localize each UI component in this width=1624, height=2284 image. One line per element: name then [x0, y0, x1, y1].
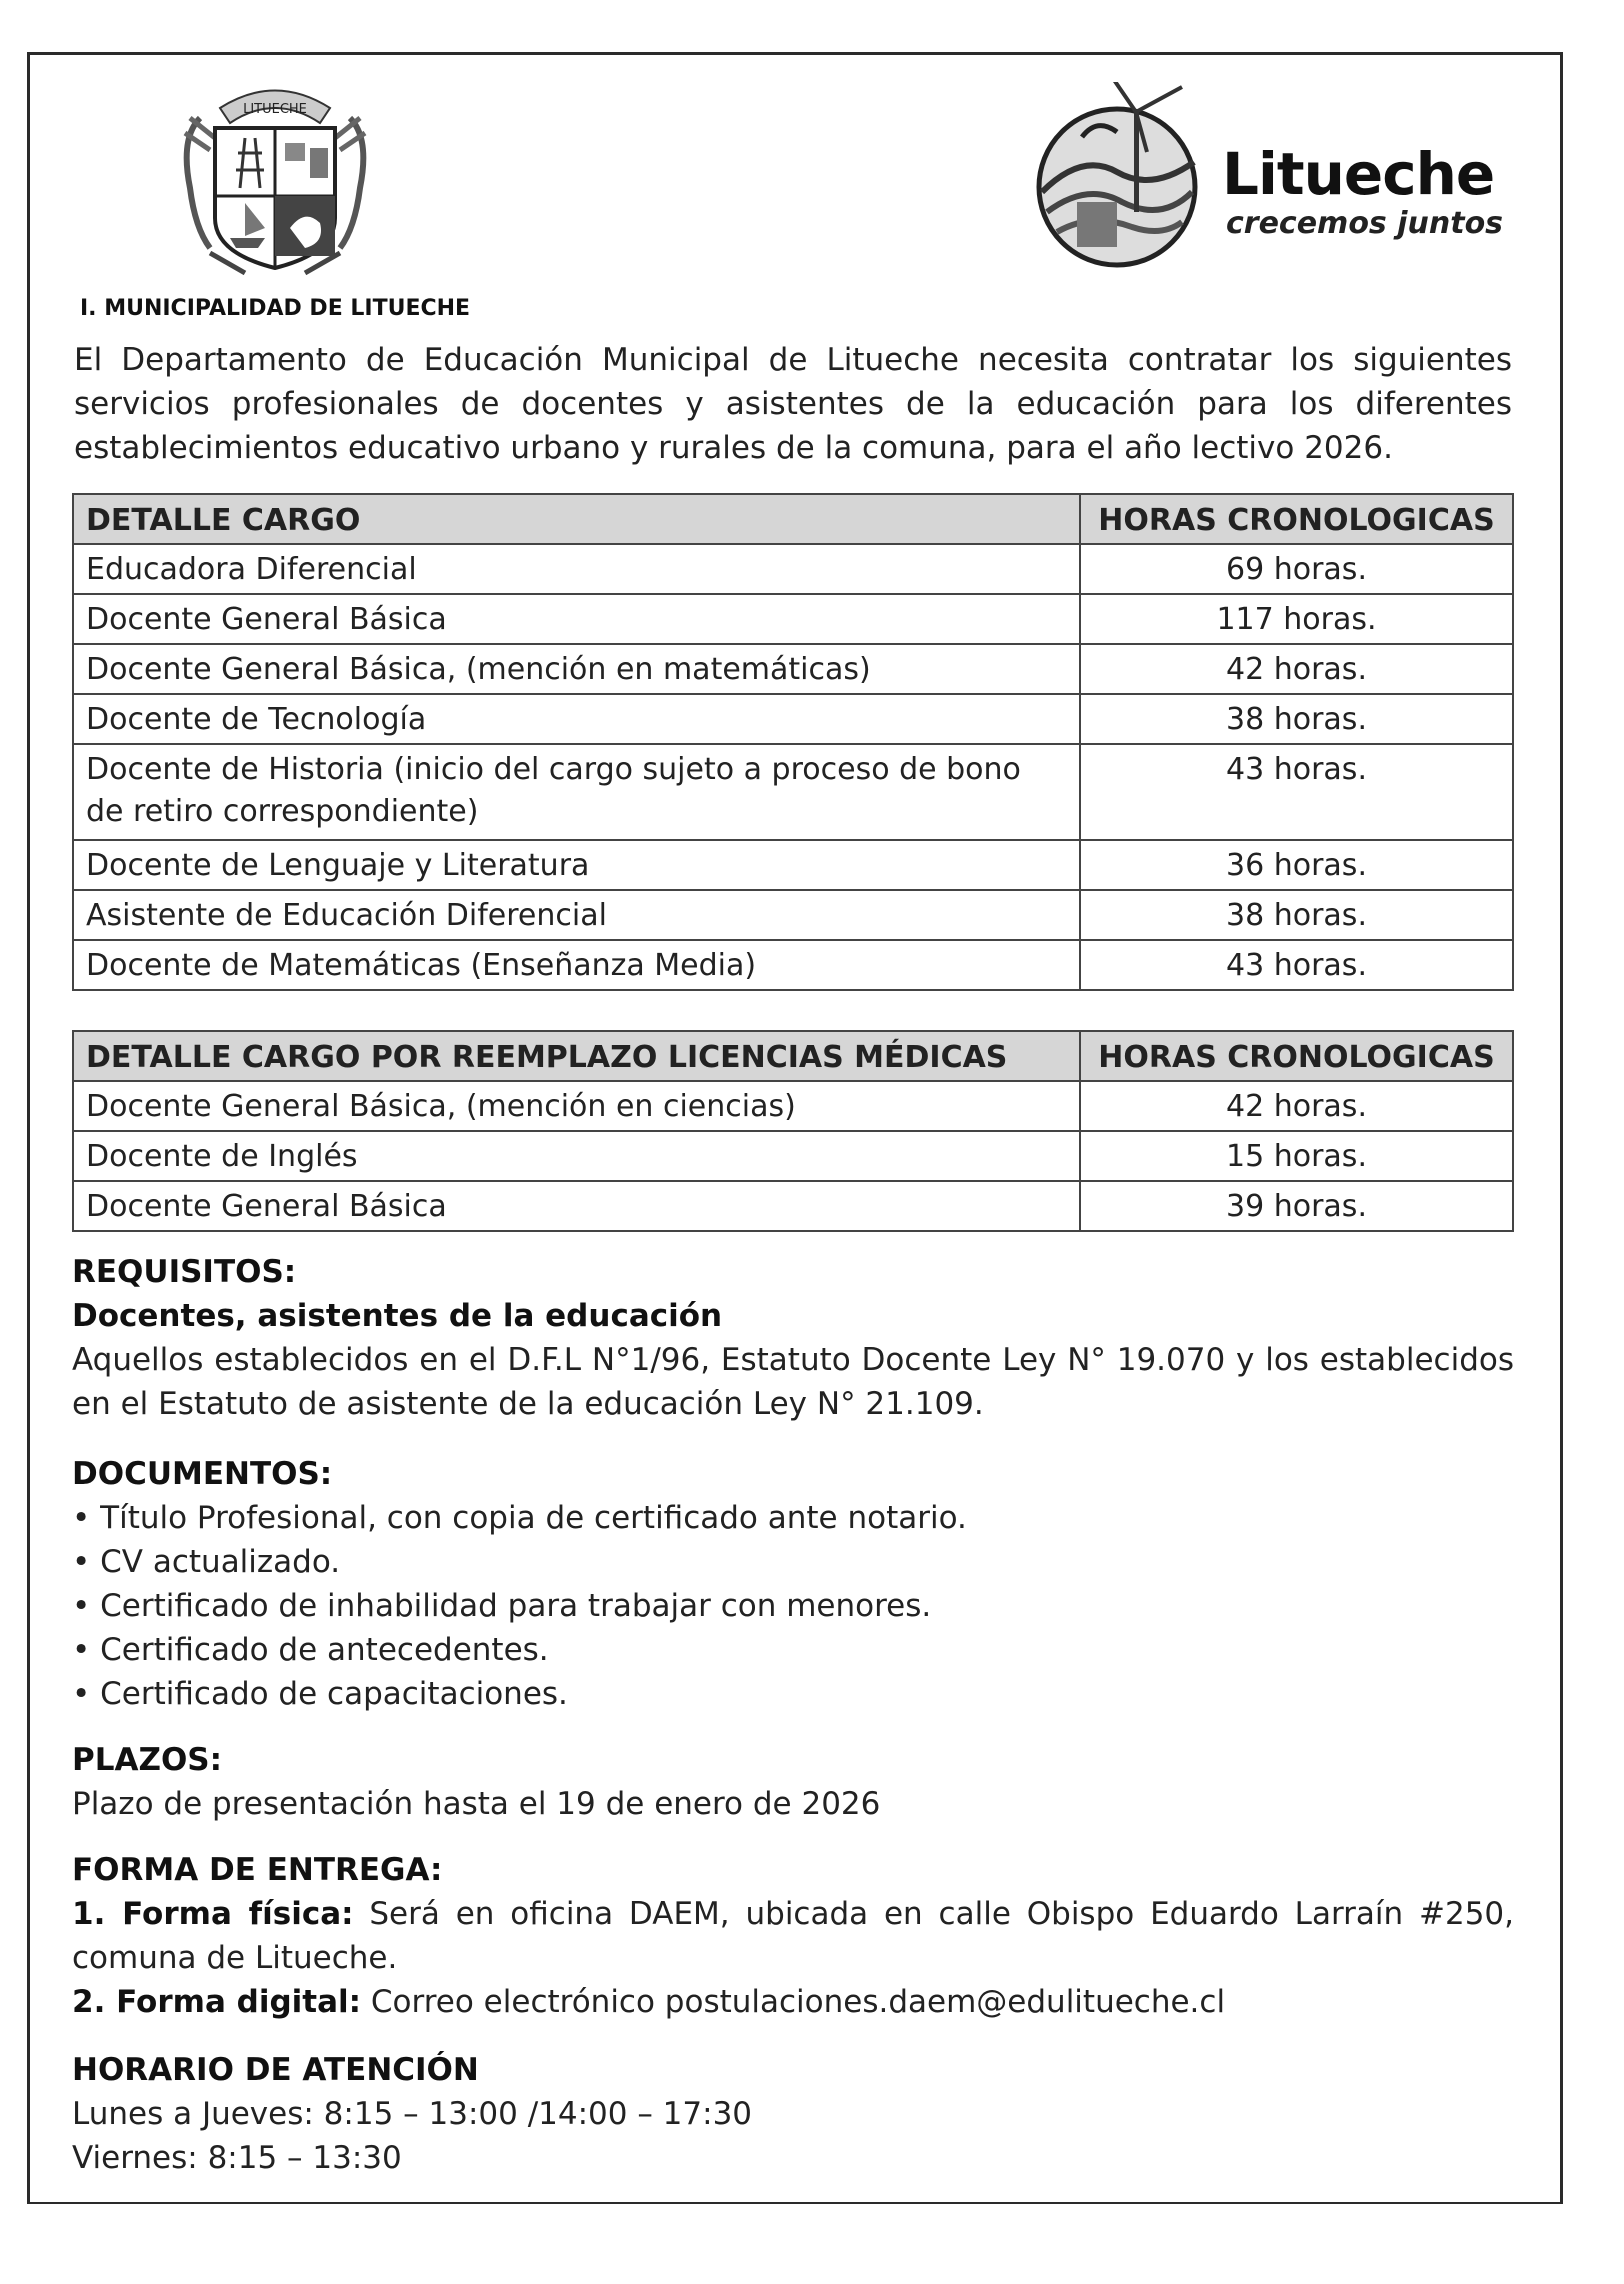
table-row [73, 544, 1513, 594]
horas-cell: 69 horas. [1080, 544, 1513, 594]
positions-table [72, 493, 1514, 991]
horario-section [72, 2048, 1514, 2180]
documentos-title: DOCUMENTOS: [72, 1456, 333, 1492]
list-item: • CV actualizado. [72, 1544, 341, 1580]
table-row [73, 1131, 1513, 1181]
list-item: • Certificado de antecedentes. [72, 1632, 549, 1668]
litueche-brand-logo [1022, 82, 1222, 272]
table-header-row [73, 494, 1513, 544]
plazos-title: PLAZOS: [72, 1742, 223, 1778]
table-row [73, 694, 1513, 744]
cargo-cell: Docente de Tecnología [73, 694, 1080, 744]
cargo-cell: Docente de Matemáticas (Enseñanza Media) [73, 940, 1080, 990]
plazos-text: Plazo de presentación hasta el 19 de enero de 2026 [72, 1786, 881, 1822]
horas-cell: 39 horas. [1080, 1181, 1513, 1231]
plazos-section [72, 1738, 1514, 1826]
entrega-digital: 2. Forma digital: Correo electrónico postulaciones.daem@edulitueche.cl [72, 1984, 1226, 2020]
horas-cell: 43 horas. [1080, 744, 1513, 840]
cargo-cell: Docente de Lenguaje y Literatura [73, 840, 1080, 890]
list-item: • Certificado de inhabilidad para trabajar con menores. [72, 1588, 932, 1624]
cargo-cell: Educadora Diferencial [73, 544, 1080, 594]
table-row [73, 644, 1513, 694]
brand-slogan: crecemos juntos [1226, 206, 1504, 241]
horas-cell: 15 horas. [1080, 1131, 1513, 1181]
table-row [73, 890, 1513, 940]
entrega-title: FORMA DE ENTREGA: [72, 1852, 443, 1888]
replacement-positions-table [72, 1030, 1514, 1232]
horario-line: Lunes a Jueves: 8:15 – 13:00 /14:00 – 17:30 [72, 2096, 753, 2132]
header-horas: HORAS CRONOLOGICAS [1080, 494, 1513, 544]
municipality-label: I. MUNICIPALIDAD DE LITUECHE [80, 296, 471, 321]
cargo-cell: Asistente de Educación Diferencial [73, 890, 1080, 940]
table-row [73, 744, 1513, 840]
cargo-cell: Docente General Básica, (mención en matemáticas) [73, 644, 1080, 694]
header-cargo: DETALLE CARGO [73, 494, 1080, 544]
horas-cell: 38 horas. [1080, 890, 1513, 940]
brand-name: Litueche [1222, 140, 1495, 208]
header-horas: HORAS CRONOLOGICAS [1080, 1031, 1513, 1081]
horas-cell: 43 horas. [1080, 940, 1513, 990]
requisitos-section [72, 1250, 1514, 1426]
table-row [73, 1081, 1513, 1131]
entrega-section [72, 1848, 1514, 2024]
cargo-cell: Docente de Inglés [73, 1131, 1080, 1181]
table-row [73, 594, 1513, 644]
horas-cell: 117 horas. [1080, 594, 1513, 644]
cargo-cell: Docente General Básica [73, 1181, 1080, 1231]
horas-cell: 38 horas. [1080, 694, 1513, 744]
horario-line: Viernes: 8:15 – 13:30 [72, 2140, 402, 2176]
table-row [73, 940, 1513, 990]
cargo-cell: Docente de Historia (inicio del cargo sujeto a proceso de bono de retiro correspondiente) [73, 744, 1080, 840]
intro-paragraph: El Departamento de Educación Municipal de Litueche necesita contratar los siguientes servicios profesionales de docentes y asistentes de la educación para los diferentes establecimientos educativo urbano y rurales de la comuna, para el año lectivo 2026. [74, 342, 1512, 466]
table-row [73, 840, 1513, 890]
entrega-fisica: 1. Forma física: Será en oficina DAEM, ubicada en calle Obispo Eduardo Larraín #250, comuna de Litueche. [72, 1896, 1514, 1976]
documentos-section [72, 1452, 1514, 1716]
list-item: • Certificado de capacitaciones. [72, 1676, 568, 1712]
requisitos-title: REQUISITOS: [72, 1254, 297, 1290]
crest-banner-text: LITUECHE [243, 102, 307, 117]
documentos-list [72, 1496, 1514, 1716]
list-item: • Título Profesional, con copia de certificado ante notario. [72, 1500, 967, 1536]
header-cargo-reemplazo: DETALLE CARGO POR REEMPLAZO LICENCIAS MÉDICAS [73, 1031, 1080, 1081]
cargo-cell: Docente General Básica, (mención en ciencias) [73, 1081, 1080, 1131]
table-row [73, 1181, 1513, 1231]
horario-title: HORARIO DE ATENCIÓN [72, 2052, 479, 2088]
cargo-cell: Docente General Básica [73, 594, 1080, 644]
horas-cell: 42 horas. [1080, 1081, 1513, 1131]
table-header-row [73, 1031, 1513, 1081]
requisitos-subtitle: Docentes, asistentes de la educación [72, 1298, 723, 1334]
horas-cell: 36 horas. [1080, 840, 1513, 890]
municipal-crest-logo [170, 78, 380, 288]
horas-cell: 42 horas. [1080, 644, 1513, 694]
requisitos-text: Aquellos establecidos en el D.F.L N°1/96, Estatuto Docente Ley N° 19.070 y los establecidos en el Estatuto de asistente de la educación Ley N° 21.109. [72, 1342, 1514, 1422]
